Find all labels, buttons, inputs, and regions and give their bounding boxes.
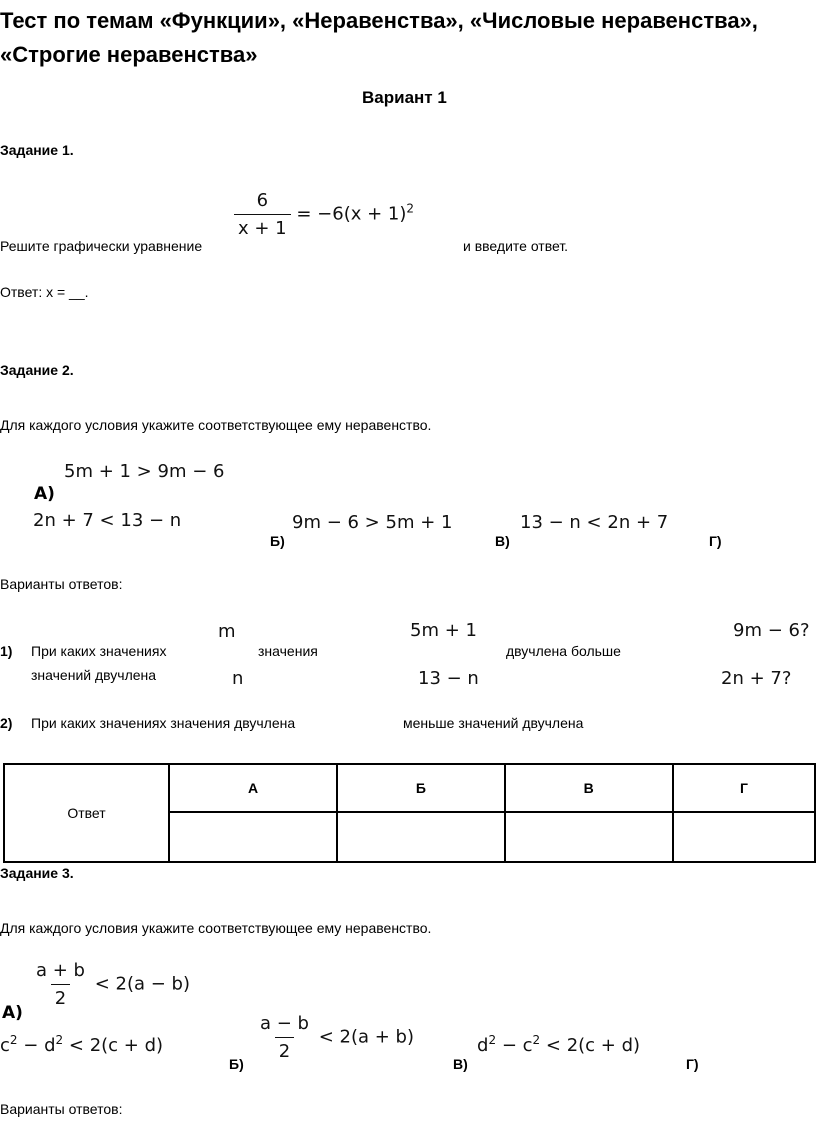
ineq3d-d: d bbox=[477, 1035, 489, 1056]
answer-header-b: Б bbox=[337, 764, 504, 812]
answer-header-d: Г bbox=[673, 764, 815, 812]
task1-text-after: и введите ответ. bbox=[463, 238, 569, 254]
q1-binomial-n1: 13 − n bbox=[418, 668, 479, 689]
task2-heading: Задание 2. bbox=[0, 362, 74, 378]
answer-cell-c[interactable] bbox=[505, 812, 673, 862]
ineq3a-denominator: 2 bbox=[51, 984, 70, 1009]
variant-heading: Вариант 1 bbox=[362, 88, 447, 107]
ineq3a-rhs: < 2(a − b) bbox=[94, 973, 191, 995]
task3-ineq-c bbox=[256, 1013, 414, 1062]
page-title: Тест по темам «Функции», «Неравенства», «Числовые неравенства», «Строгие неравенства» bbox=[0, 8, 758, 67]
task3-label-b: Б) bbox=[229, 1056, 244, 1072]
task3-label-a: А) bbox=[2, 1003, 23, 1023]
label-a: А) bbox=[34, 484, 55, 504]
eq-denominator: x + 1 bbox=[234, 214, 291, 239]
task1-text-before: Решите графически уравнение bbox=[0, 238, 203, 254]
q1-text-d: значений двучлена bbox=[31, 667, 157, 683]
q1-text-c: двучлена больше bbox=[506, 643, 621, 659]
ineq3c-rhs: < 2(a + b) bbox=[318, 1026, 415, 1048]
eq-numerator: 6 bbox=[256, 190, 269, 211]
task3-ineq-d bbox=[477, 1033, 640, 1056]
task1-equation bbox=[234, 190, 414, 239]
ineq3c-numerator: a − b bbox=[260, 1013, 309, 1034]
task2-prompt: Для каждого условия укажите соответствующее ему неравенство. bbox=[0, 417, 432, 433]
q1-text-b: значения bbox=[258, 643, 318, 659]
answer-cell-a[interactable] bbox=[169, 812, 337, 862]
label-b: Б) bbox=[270, 533, 285, 549]
eq-rhs: = −6(x + 1) bbox=[296, 203, 407, 225]
q1-number: 1) bbox=[0, 643, 13, 659]
q1-var-m: m bbox=[218, 621, 236, 642]
ineq3b-c: c bbox=[0, 1035, 10, 1056]
ineq3b-d: − d bbox=[23, 1035, 56, 1056]
ineq3d-exp1: 2 bbox=[488, 1033, 497, 1047]
ineq3c-denominator: 2 bbox=[275, 1037, 294, 1062]
q1-text-a: При каких значениях bbox=[31, 643, 167, 659]
task3-ineq-b bbox=[0, 1033, 163, 1056]
ineq-c: 9m − 6 > 5m + 1 bbox=[292, 512, 453, 533]
ineq-b: 2n + 7 < 13 − n bbox=[33, 510, 182, 531]
task1-answer: Ответ: х = __. bbox=[0, 284, 89, 300]
task3-options-label: Варианты ответов: bbox=[0, 1101, 123, 1117]
label-c: В) bbox=[495, 533, 510, 549]
task1-heading: Задание 1. bbox=[0, 142, 74, 158]
q2-text-a: При каких значениях значения двучлена bbox=[31, 715, 296, 731]
answer-header-a: А bbox=[169, 764, 337, 812]
ineq3d-c: − c bbox=[501, 1035, 533, 1056]
q1-binomial-n2: 2n + 7? bbox=[721, 668, 792, 689]
task3-prompt: Для каждого условия укажите соответствующее ему неравенство. bbox=[0, 920, 432, 936]
q2-text-b: меньше значений двучлена bbox=[403, 715, 584, 731]
task3-label-d: Г) bbox=[686, 1056, 699, 1072]
answer-header-c: В bbox=[505, 764, 673, 812]
label-d: Г) bbox=[709, 533, 722, 549]
answer-table bbox=[3, 763, 816, 863]
ineq3b-exp1: 2 bbox=[9, 1033, 18, 1047]
ineq3b-rhs: < 2(c + d) bbox=[68, 1035, 164, 1056]
answer-row-label: Ответ bbox=[4, 764, 169, 862]
q1-binomial-m1: 5m + 1 bbox=[410, 620, 477, 641]
task3-label-c: В) bbox=[453, 1056, 468, 1072]
ineq3d-exp2: 2 bbox=[532, 1033, 541, 1047]
answer-cell-d[interactable] bbox=[673, 812, 815, 862]
ineq-a: 5m + 1 > 9m − 6 bbox=[64, 461, 225, 482]
q1-binomial-m2: 9m − 6? bbox=[733, 620, 810, 641]
ineq3a-numerator: a + b bbox=[36, 960, 85, 981]
answer-cell-b[interactable] bbox=[337, 812, 504, 862]
eq-exponent: 2 bbox=[406, 201, 415, 216]
q2-number: 2) bbox=[0, 715, 13, 731]
task3-heading: Задание 3. bbox=[0, 865, 74, 881]
task2-options-label: Варианты ответов: bbox=[0, 576, 123, 592]
q1-var-n: n bbox=[232, 668, 244, 689]
ineq3d-rhs: < 2(c + d) bbox=[545, 1035, 641, 1056]
ineq-d: 13 − n < 2n + 7 bbox=[520, 512, 669, 533]
ineq3b-exp2: 2 bbox=[55, 1033, 64, 1047]
task3-ineq-a bbox=[32, 960, 190, 1009]
